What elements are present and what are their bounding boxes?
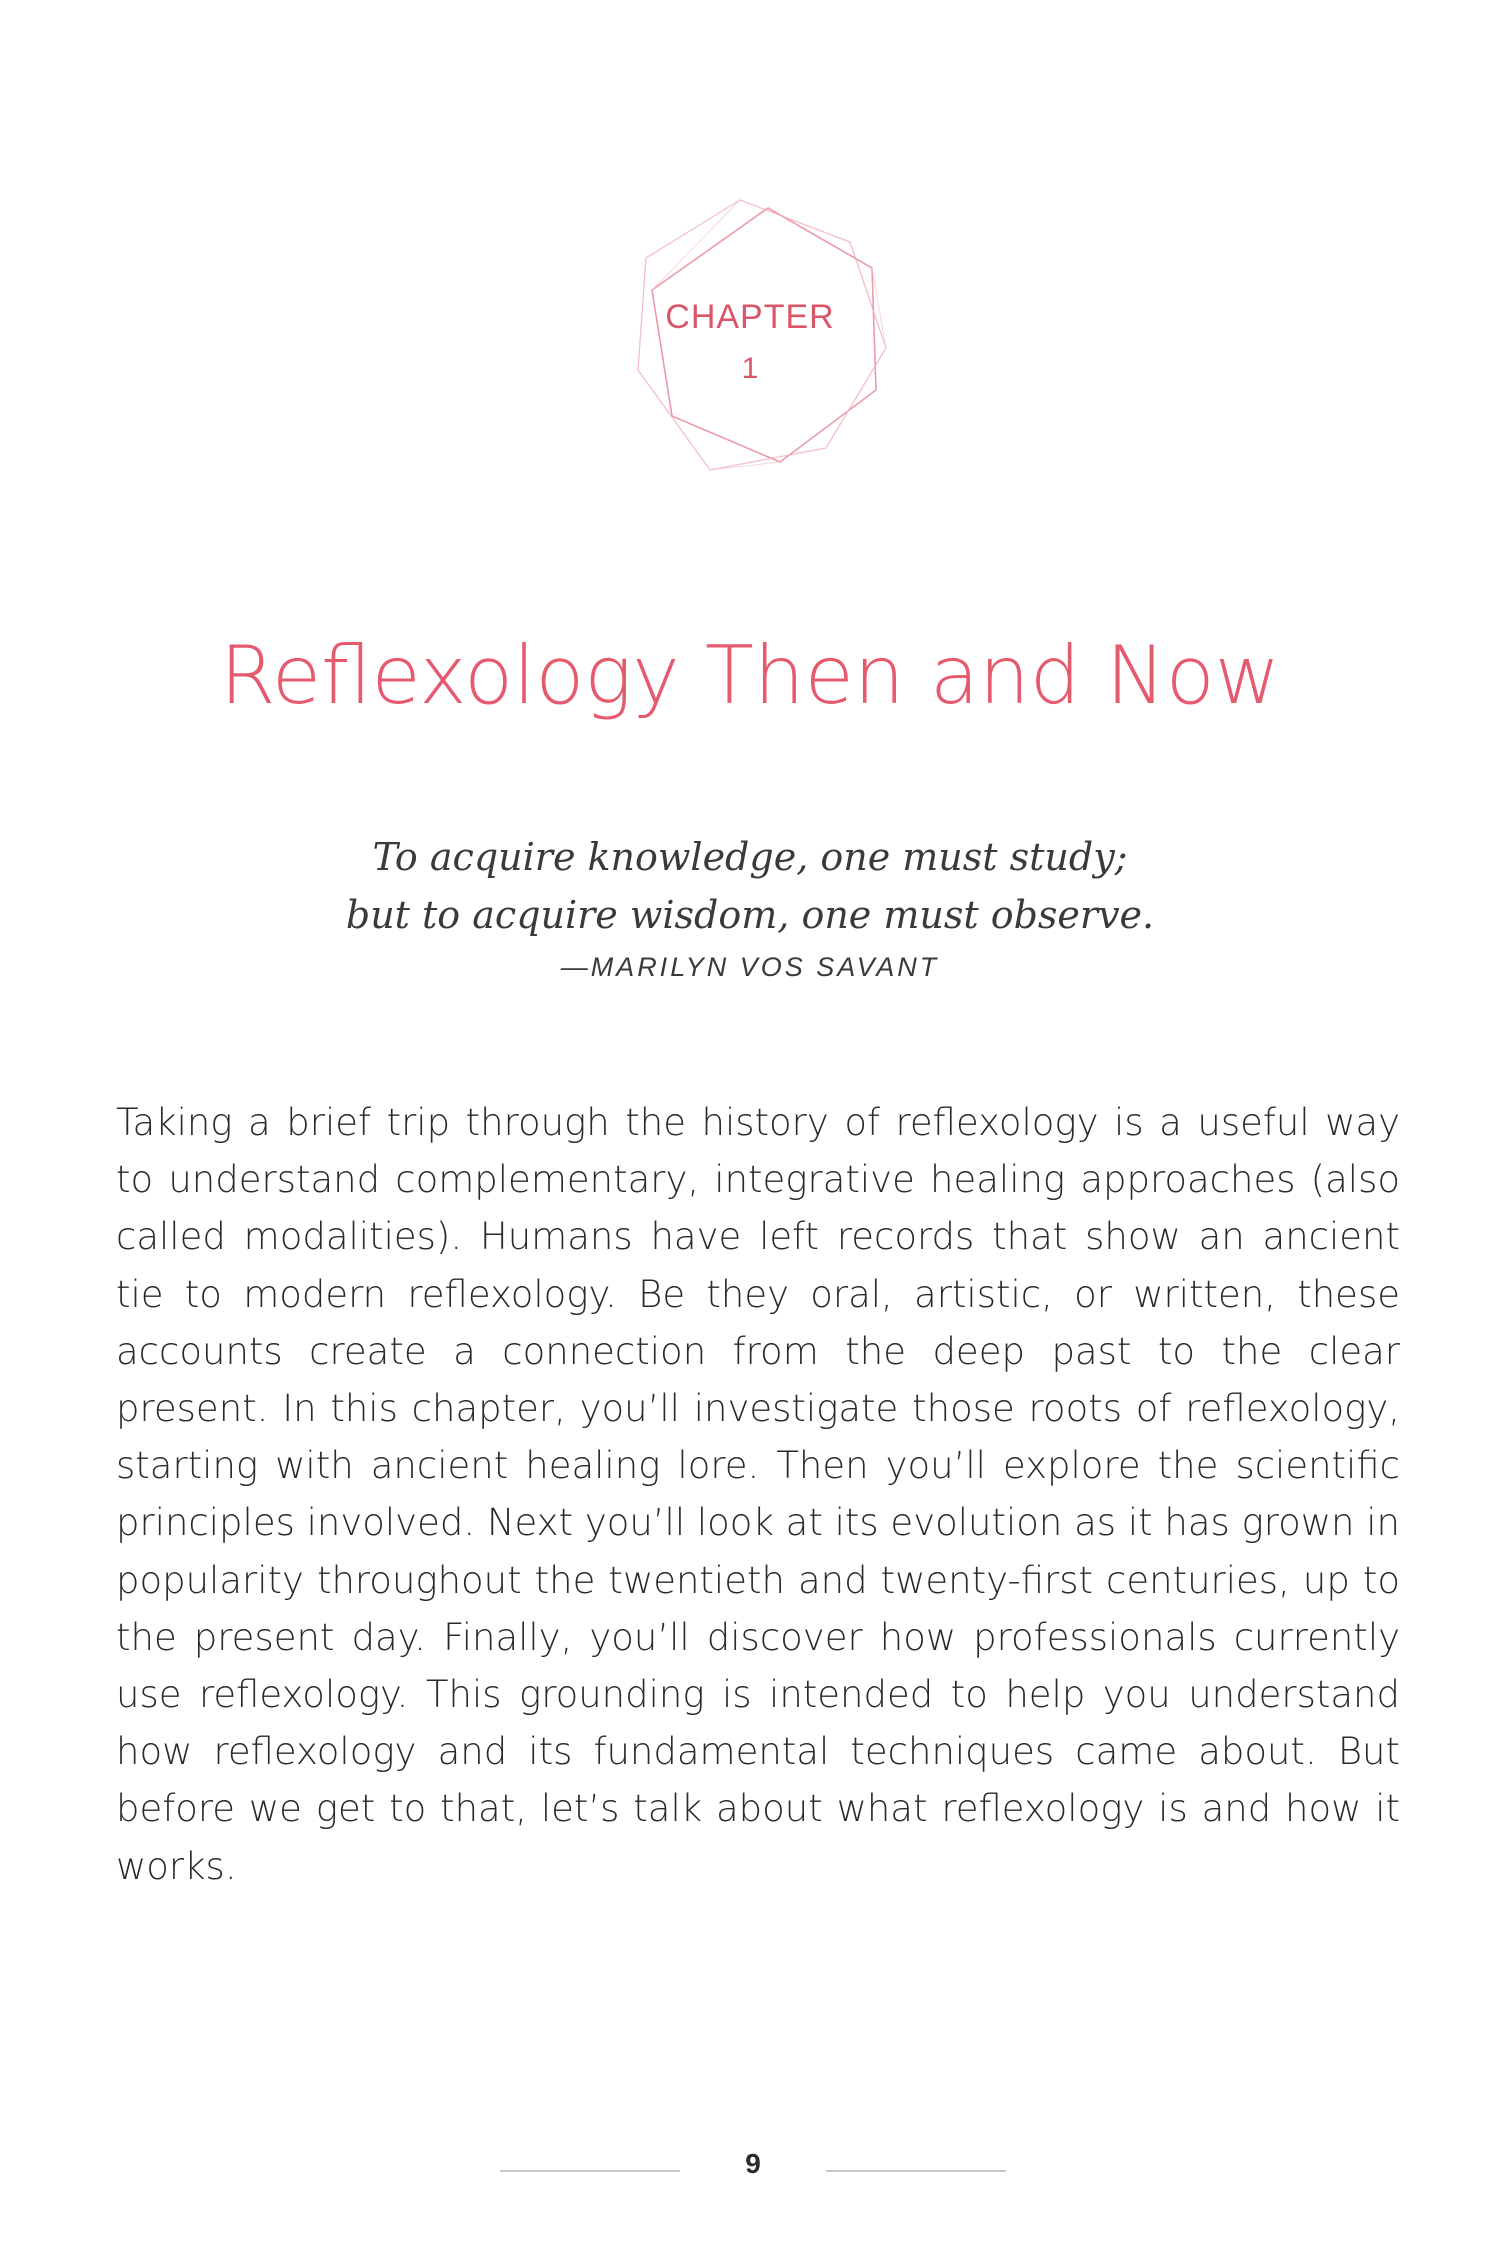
epigraph-line-1: To acquire knowledge, one must study; — [372, 835, 1128, 879]
page-number: 9 — [745, 2148, 761, 2179]
epigraph-attribution: —MARILYN VOS SAVANT — [560, 952, 940, 982]
chapter-number: 1 — [741, 352, 759, 385]
chapter-title: Reflexology Then and Now — [219, 628, 1281, 722]
footer-rule-right — [826, 2170, 1006, 2172]
epigraph-line-2: but to acquire wisdom, one must observe. — [345, 893, 1155, 937]
chapter-label: CHAPTER — [665, 298, 835, 336]
footer-rule-left — [500, 2170, 680, 2172]
chapter-badge — [600, 180, 900, 480]
page-footer — [0, 2146, 1500, 2196]
epigraph — [0, 828, 1500, 983]
body-paragraph: Taking a brief trip through the history of reflexology is a useful way to understand complementary, integrative healing approaches (also called modalities). Humans have left records that show an ancient tie to modern reflexology. Be they oral, artistic, or written, these accounts create a connection from the deep past to the clear present. In this chapter, you’ll investigate those roots of reflexology, starting with ancient healing lore. Then you’ll explore the scientific principles involved. Next you’ll look at its evolution as it has grown in popularity throughout the twentieth and twenty-first centuries, up to the present day. Finally, you’ll discover how professionals currently use reflexology. This grounding is intended to help you understand how reflexology and its fundamental techniques came about. But before we get to that, let’s talk about what reflexology is and how it works. — [116, 1101, 1400, 1888]
